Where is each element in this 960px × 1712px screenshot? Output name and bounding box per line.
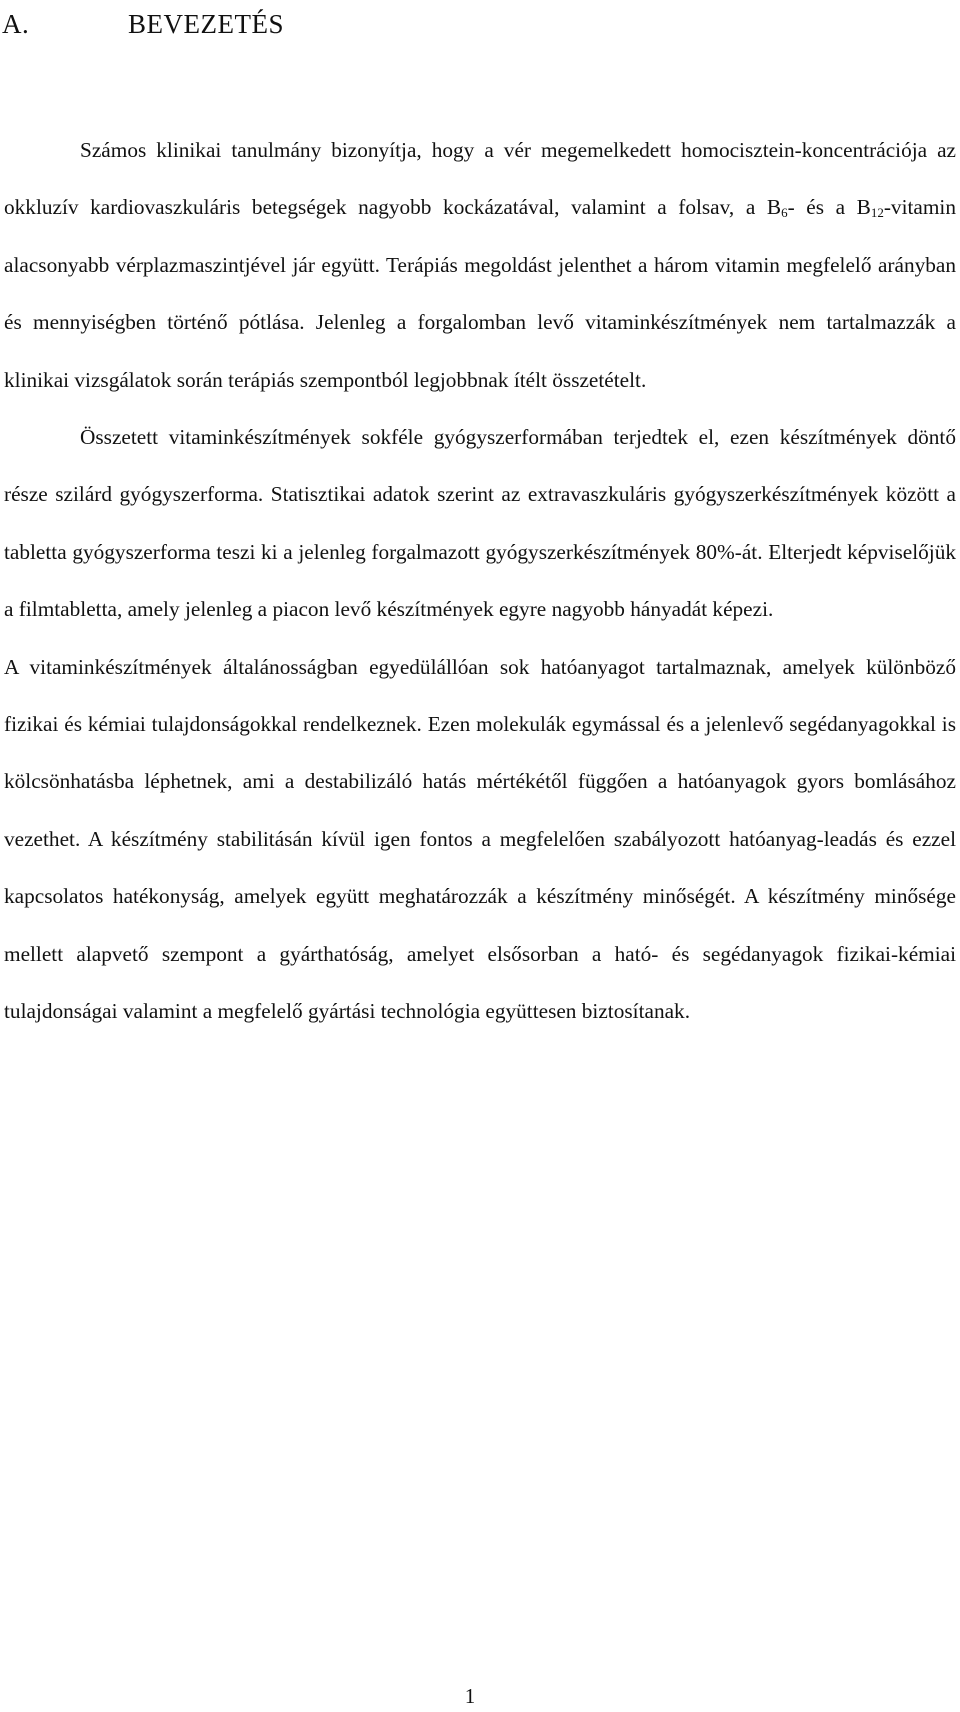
body-text [4, 122, 956, 1041]
paragraph-stability: A vitaminkészítmények általánosságban egyedülállóan sok hatóanyagot tartalmaznak, amelyek különböző fizikai és kémiai tulajdonságokkal rendelkeznek. Ezen molekulák egymással és a jelenlevő segédanyagokkal is kölcsönhatásba léphetnek, ami a destabilizáló hatás mértékétől függően a hatóanyagok gyors bomlásához vezethet. A készítmény stabilitásán kívül igen fontos a megfelelően szabályozott hatóanyag-leadás és ezzel kapcsolatos hatékonyság, amelyek együtt meghatározzák a készítmény minőségét. A készítmény minősége mellett alapvető szempont a gyárthatóság, amelyet elsősorban a ható- és segédanyagok fizikai-kémiai tulajdonságai valamint a megfelelő gyártási technológia együttesen biztosítanak. [4, 654, 956, 1024]
paragraph-dosage-forms: Összetett vitaminkészítmények sokféle gyógyszerformában terjedtek el, ezen készítmények döntő része szilárd gyógyszerforma. Statisztikai adatok szerint az extravaszkuláris gyógyszerkészítmények között a tabletta gyógyszerforma teszi ki a jelenleg forgalmazott gyógyszerkészítmények 80%-át. Elterjedt képviselőjük a filmtabletta, amely jelenleg a piacon levő készítmények egyre nagyobb hányadát képezi. [4, 425, 956, 622]
paragraph-intro [4, 122, 956, 409]
section-number: A. [2, 9, 30, 39]
subscript-b12: 12 [870, 205, 884, 221]
paragraph-intro-part3: -vitamin alacsonyabb vérplazmaszintjével jár együtt. Terápiás megoldást jelenthet a három vitamin megfelelő arányban és mennyiségben történő pótlása. Jelenleg a forgalomban levő vitaminkészítmények nem tartalmazzák a klinikai vizsgálatok során terápiás szempontból legjobbnak ítélt összetételt. [4, 195, 956, 392]
subscript-b6: 6 [781, 205, 788, 221]
section-heading [2, 6, 284, 42]
page-number: 1 [464, 1684, 476, 1708]
section-title: BEVEZETÉS [128, 9, 284, 39]
paragraph-intro-part1: Számos klinikai tanulmány bizonyítja, hogy a vér megemelkedett homocisztein-koncentrációja az okkluzív kardiovaszkuláris betegségek nagyobb kockázatával, valamint a folsav, a B [4, 138, 956, 220]
paragraph-intro-part2: - és a B [787, 195, 871, 220]
